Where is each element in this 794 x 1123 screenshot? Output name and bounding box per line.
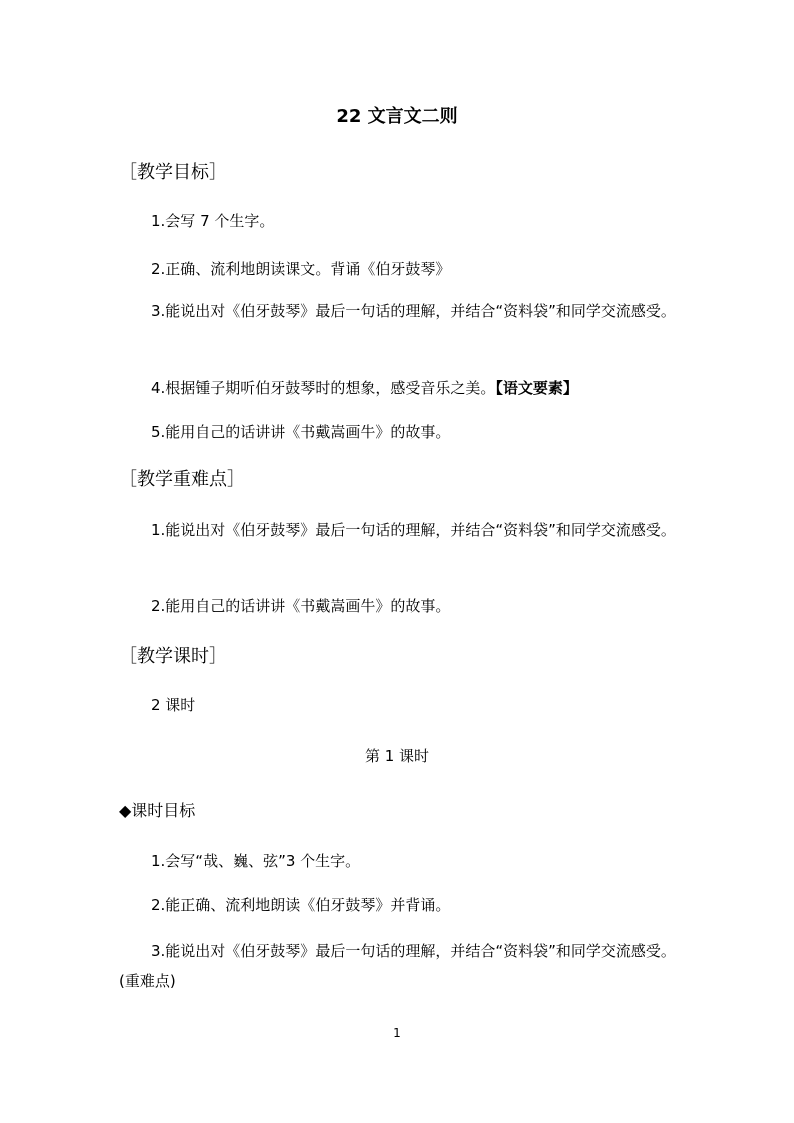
goal-item-4 <box>119 373 679 403</box>
lesson-goal-item-1: 1.会写“哉、巍、弦”3 个生字。 <box>151 852 361 870</box>
goal-item-4-text: 4.根据锺子期听伯牙鼓琴时的想象，感受音乐之美。 <box>151 379 496 397</box>
lesson-goal-item-2: 2.能正确、流利地朗读《伯牙鼓琴》并背诵。 <box>151 896 451 914</box>
goal-item-1: 1.会写 7 个生字。 <box>151 212 275 230</box>
document-title: 22 文言文二则 <box>336 106 458 127</box>
section-heading-class-hours: ［教学课时］ <box>119 646 227 667</box>
lesson-heading: 第 1 课时 <box>364 747 430 765</box>
class-hours-item: 2 课时 <box>151 696 196 714</box>
goal-item-5: 5.能用自己的话讲讲《书戴嵩画牛》的故事。 <box>151 423 451 441</box>
page-number: 1 <box>393 1026 401 1040</box>
key-point-item-2: 2.能用自己的话讲讲《书戴嵩画牛》的故事。 <box>151 597 451 615</box>
key-point-item-1: 1.能说出对《伯牙鼓琴》最后一句话的理解，并结合“资料袋”和同学交流感受。 <box>151 521 676 539</box>
section-heading-key-points: ［教学重难点］ <box>119 469 245 490</box>
lesson-goals-heading: ◆课时目标 <box>119 801 196 820</box>
section-heading-teaching-goals: ［教学目标］ <box>119 162 227 183</box>
lesson-goal-item-3: 3.能说出对《伯牙鼓琴》最后一句话的理解，并结合“资料袋”和同学交流感受。(重难点) <box>119 942 676 990</box>
goal-item-3: 3.能说出对《伯牙鼓琴》最后一句话的理解，并结合“资料袋”和同学交流感受。 <box>151 302 676 320</box>
goal-item-2: 2.正确、流利地朗读课文。背诵《伯牙鼓琴》 <box>151 260 451 278</box>
goal-item-4-emphasis: 【语文要素】 <box>495 379 578 397</box>
